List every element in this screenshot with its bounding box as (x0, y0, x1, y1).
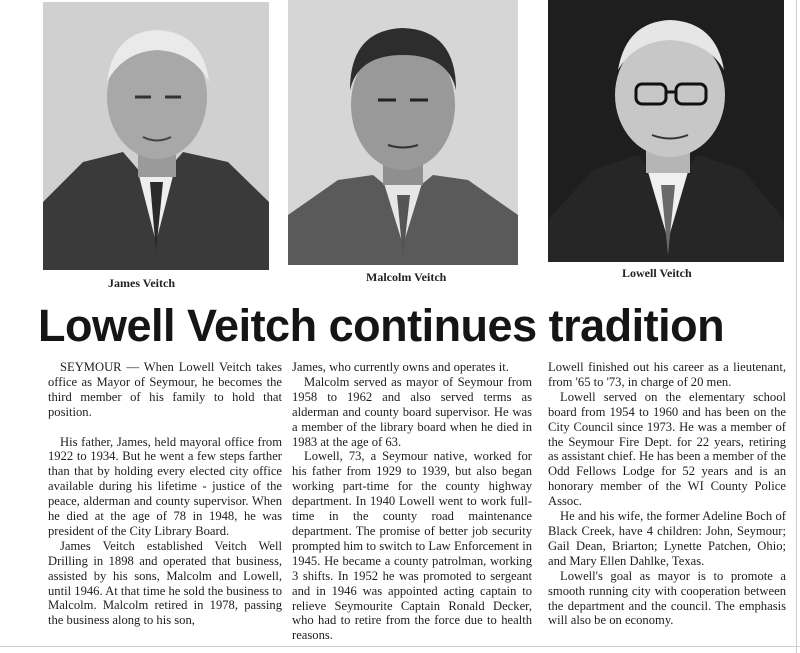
paragraph: He and his wife, the former Adeline Boch of Black Creek, have 4 children: John, Seymour; Gail Dean, Briarton; Lynette Patchen, Ohio; and Mary Ellen Dahlke, Texas. (548, 509, 786, 568)
paragraph: James Veitch established Veitch Well Drilling in 1898 and operated that business, assisted by his sons, Malcolm and Lowell, until 1946. At that time he sold the business to Malcolm. Malcolm retired in 1978, passing the business along to his son, (48, 538, 282, 628)
article-column-3 (548, 360, 786, 628)
article-headline: Lowell Veitch continues tradition (38, 300, 725, 351)
article-column-1 (48, 360, 282, 628)
paragraph: Malcolm served as mayor of Seymour from 1958 to 1962 and also served terms as alderman and county board supervisor. He was a member of the library board when he died in 1983 at the age of 63. (292, 374, 532, 449)
paragraph: Lowell's goal as mayor is to promote a smooth running city with cooperation between the department and the council. The emphasis will also be on economy. (548, 568, 786, 628)
caption-malcolm-veitch: Malcolm Veitch (366, 270, 447, 284)
photo-lowell-veitch (548, 0, 784, 262)
paragraph: His father, James, held mayoral office from 1922 to 1934. But he went a few steps farther than that by holding every elected city office available during his lifetime - justice of the peace, alderman and county supervisor. When he died at the age of 78 in 1948, he was president of the City Library Board. (48, 434, 282, 538)
paragraph: Lowell, 73, a Seymour native, worked for his father from 1929 to 1939, but also began working part-time for the county highway department. In 1940 Lowell went to work full-time in the county road maintenance department. The promise of better job security prompted him to switch to Law Enforcement in 1945. He became a county patrolman, working 3 shifts. In 1952 he was promoted to sergeant and in 1946 was appointed acting captain to relieve Seymourite Captain Ronald Decker, who had to retire from the force due to health reasons. (292, 449, 532, 643)
caption-lowell-veitch: Lowell Veitch (622, 266, 692, 280)
paragraph: Lowell finished out his career as a lieutenant, from '65 to '73, in charge of 20 men. (548, 360, 786, 389)
caption-james-veitch: James Veitch (108, 276, 175, 290)
paragraph: SEYMOUR — When Lowell Veitch takes office as Mayor of Seymour, he becomes the third member of his family to hold that position. (48, 360, 282, 419)
paragraph: Lowell served on the elementary school board from 1954 to 1960 and has been on the City Council since 1973. He was a member of the Seymour Fire Dept. for 22 years, retiring as assistant chief. He has been a member of the Odd Fellows Lodge for 52 years and is an honorary member of the WI County Police Assoc. (548, 389, 786, 509)
photo-malcolm-veitch (288, 0, 518, 265)
scan-edge-bottom (0, 646, 800, 647)
photo-james-veitch (43, 2, 269, 270)
article-column-2 (292, 360, 532, 643)
paragraph: James, who currently owns and operates it. (292, 360, 509, 374)
